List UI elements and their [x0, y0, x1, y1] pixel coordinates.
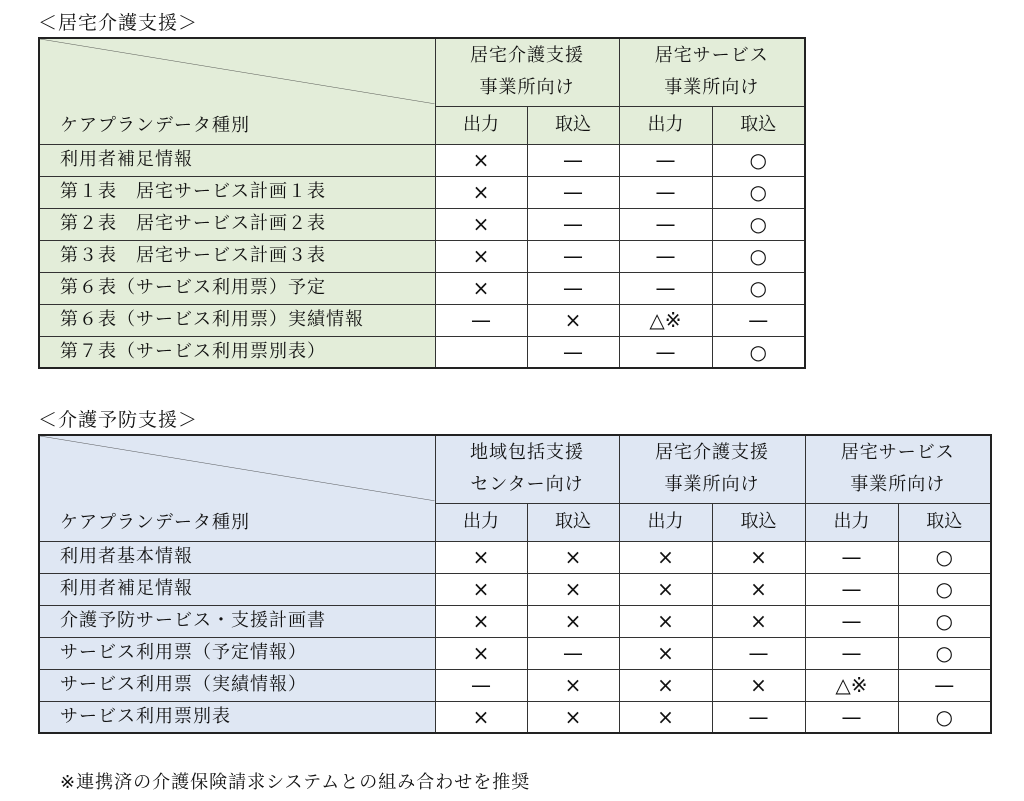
cell-value: ○	[712, 144, 805, 176]
cell-value: ×	[527, 304, 619, 336]
sub-header: 出力	[619, 106, 712, 144]
cell-value: ×	[527, 541, 619, 573]
cell-value: ×	[435, 573, 527, 605]
cell-value: ○	[898, 637, 991, 669]
row-label: 第２表 居宅サービス計画２表	[39, 208, 435, 240]
sub-header: 取込	[527, 106, 619, 144]
table-row	[39, 240, 805, 272]
cell-value: —	[619, 176, 712, 208]
sub-header: 取込	[712, 106, 805, 144]
table-home-care-support	[38, 37, 806, 369]
cell-value: —	[805, 605, 898, 637]
cell-value: —	[527, 144, 619, 176]
row-label: サービス利用票別表	[39, 701, 435, 733]
cell-value: —	[619, 272, 712, 304]
cell-value: ○	[712, 176, 805, 208]
cell-value: —	[805, 541, 898, 573]
cell-value: —	[712, 637, 805, 669]
row-label: 第１表 居宅サービス計画１表	[39, 176, 435, 208]
table-row	[39, 701, 991, 733]
row-label: 利用者補足情報	[39, 573, 435, 605]
cell-value: —	[619, 336, 712, 368]
cell-value: —	[805, 573, 898, 605]
cell-value: —	[527, 208, 619, 240]
cell-value: △※	[619, 304, 712, 336]
table-row	[39, 669, 991, 701]
cell-value: —	[435, 669, 527, 701]
table-prevention-support	[38, 434, 992, 734]
cell-value: △※	[805, 669, 898, 701]
header-row-groups	[39, 435, 991, 503]
cell-value: ×	[619, 573, 712, 605]
table-row	[39, 304, 805, 336]
cell-value: ×	[435, 144, 527, 176]
row-label: 介護予防サービス・支援計画書	[39, 605, 435, 637]
cell-value: ×	[619, 669, 712, 701]
corner-cell	[39, 38, 435, 144]
cell-value: ×	[712, 669, 805, 701]
group-header: 居宅サービス 事業所向け	[805, 435, 991, 503]
cell-value: ×	[619, 605, 712, 637]
cell-value: ○	[898, 573, 991, 605]
sub-header: 出力	[619, 503, 712, 541]
cell-value: ×	[435, 272, 527, 304]
cell-value: —	[435, 304, 527, 336]
cell-value: —	[805, 637, 898, 669]
cell-value: ○	[712, 240, 805, 272]
sub-header: 出力	[805, 503, 898, 541]
row-label: 第６表（サービス利用票）予定	[39, 272, 435, 304]
cell-value: ○	[712, 336, 805, 368]
header-row-groups	[39, 38, 805, 106]
cell-value: ×	[619, 541, 712, 573]
corner-label: ケアプランデータ種別	[60, 114, 250, 136]
cell-value: ×	[435, 176, 527, 208]
cell-value: —	[898, 669, 991, 701]
cell-value: —	[619, 240, 712, 272]
row-label: 第６表（サービス利用票）実績情報	[39, 304, 435, 336]
cell-value: ○	[712, 208, 805, 240]
cell-value: —	[619, 144, 712, 176]
cell-value: ×	[435, 208, 527, 240]
sub-header: 出力	[435, 106, 527, 144]
corner-label: ケアプランデータ種別	[60, 511, 250, 533]
table-row	[39, 208, 805, 240]
sub-header: 取込	[712, 503, 805, 541]
group-header: 地域包括支援 センター向け	[435, 435, 619, 503]
cell-value: ○	[898, 701, 991, 733]
cell-value: ×	[712, 541, 805, 573]
row-label: 利用者補足情報	[39, 144, 435, 176]
cell-value: ×	[435, 701, 527, 733]
footnote: ※連携済の介護保険請求システムとの組み合わせを推奨	[60, 772, 531, 793]
table-row	[39, 336, 805, 368]
cell-value: —	[805, 701, 898, 733]
cell-value: —	[712, 701, 805, 733]
table-row	[39, 272, 805, 304]
cell-value: ×	[619, 701, 712, 733]
cell-value: —	[527, 176, 619, 208]
cell-value	[435, 336, 527, 368]
cell-value: ×	[712, 605, 805, 637]
cell-value: —	[619, 208, 712, 240]
cell-value: ○	[712, 272, 805, 304]
sub-header: 取込	[898, 503, 991, 541]
cell-value: ○	[898, 541, 991, 573]
cell-value: ×	[435, 541, 527, 573]
sub-header: 出力	[435, 503, 527, 541]
cell-value: ×	[527, 605, 619, 637]
cell-value: —	[527, 272, 619, 304]
table-row	[39, 541, 991, 573]
section1-title: ＜居宅介護支援＞	[38, 12, 199, 34]
table-row	[39, 144, 805, 176]
row-label: サービス利用票（実績情報）	[39, 669, 435, 701]
cell-value: ×	[435, 637, 527, 669]
cell-value: ×	[527, 669, 619, 701]
table-row	[39, 573, 991, 605]
row-label: 第３表 居宅サービス計画３表	[39, 240, 435, 272]
cell-value: —	[527, 240, 619, 272]
section2-title: ＜介護予防支援＞	[38, 409, 199, 431]
row-label: 第７表（サービス利用票別表）	[39, 336, 435, 368]
sub-header: 取込	[527, 503, 619, 541]
row-label: サービス利用票（予定情報）	[39, 637, 435, 669]
cell-value: ×	[527, 701, 619, 733]
cell-value: ×	[435, 240, 527, 272]
table-row	[39, 176, 805, 208]
cell-value: —	[527, 336, 619, 368]
table-row	[39, 605, 991, 637]
cell-value: —	[527, 637, 619, 669]
group-header: 居宅サービス 事業所向け	[619, 38, 805, 106]
group-header: 居宅介護支援 事業所向け	[619, 435, 805, 503]
cell-value: —	[712, 304, 805, 336]
cell-value: ×	[712, 573, 805, 605]
table-row	[39, 637, 991, 669]
corner-cell	[39, 435, 435, 541]
group-header: 居宅介護支援 事業所向け	[435, 38, 619, 106]
cell-value: ○	[898, 605, 991, 637]
cell-value: ×	[619, 637, 712, 669]
cell-value: ×	[527, 573, 619, 605]
row-label: 利用者基本情報	[39, 541, 435, 573]
cell-value: ×	[435, 605, 527, 637]
